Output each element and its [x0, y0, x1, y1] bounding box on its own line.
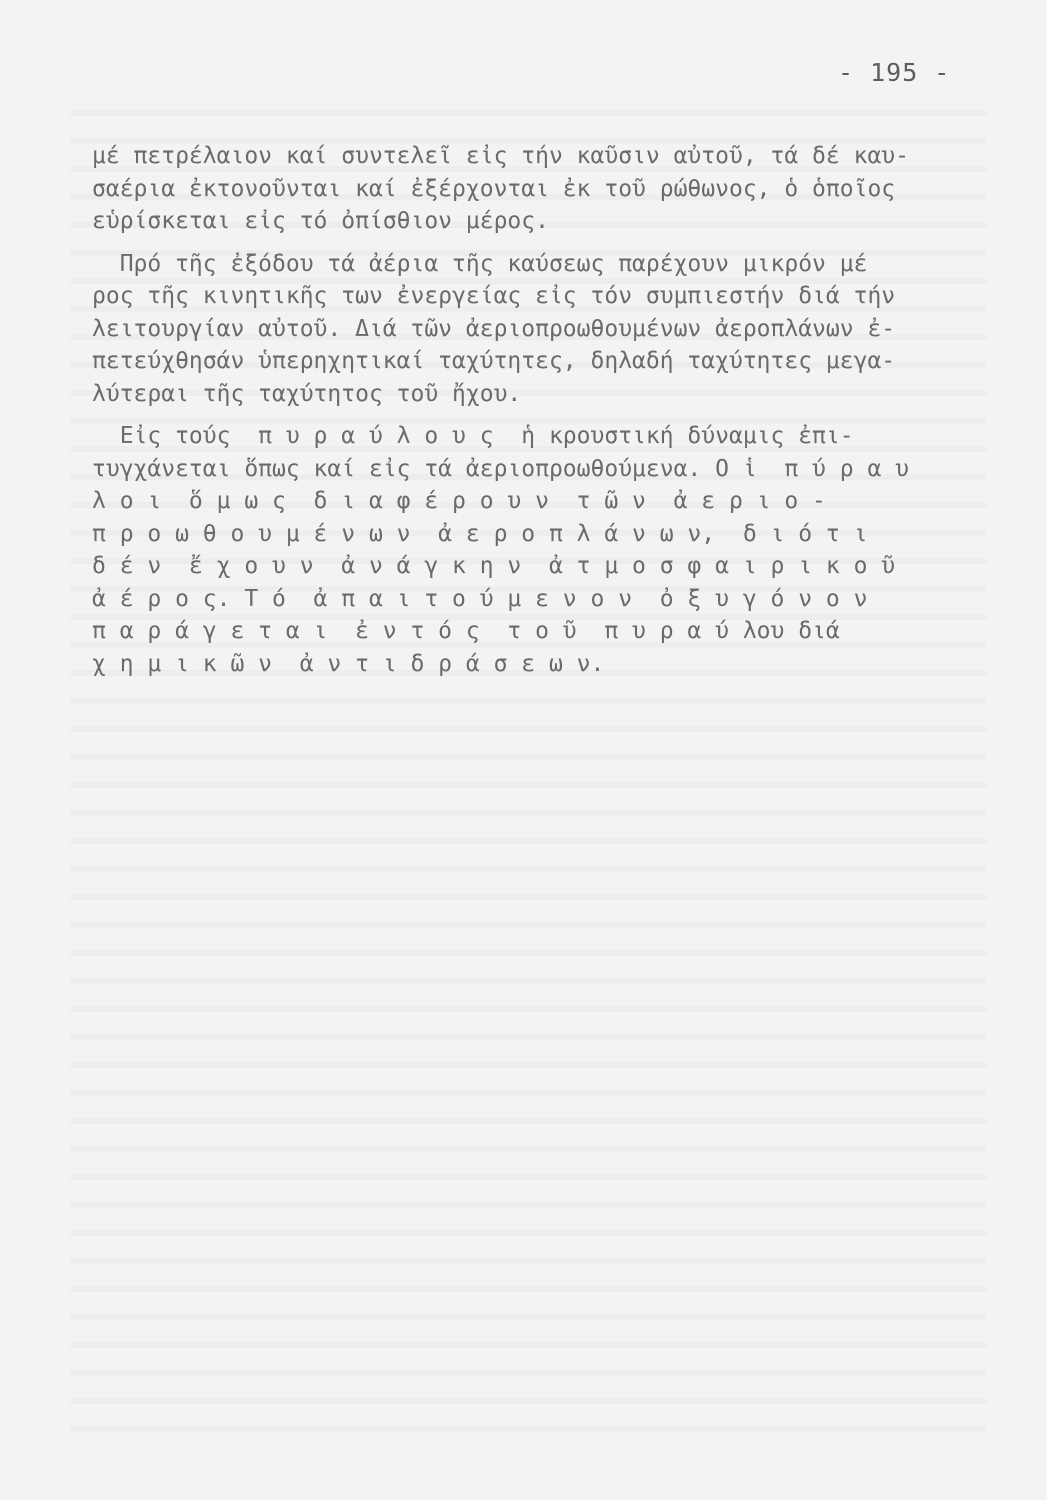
text-line: ἀ έ ρ ο ς. Τ ό ἀ π α ι τ ο ύ μ ε ν ο ν ὀ ξ υ γ ό ν ο ν: [92, 585, 868, 612]
text-line: ρος τῆς κινητικῆς των ἐνεργείας εἰς τόν συμπιεστήν διά τήν: [92, 283, 896, 309]
paragraph-1: [92, 140, 962, 238]
text-line: πετεύχθησάν ὑπερηχητικαί ταχύτητες, δηλαδή ταχύτητες μεγα-: [92, 348, 896, 374]
text-line: εὑρίσκεται εἰς τό ὀπίσθιον μέρος.: [92, 208, 549, 234]
body-text: [92, 140, 962, 680]
text-line: σαέρια ἐκτονοῦνται καί ἐξέρχονται ἐκ τοῦ ρώθωνος, ὁ ὁποῖος: [92, 175, 896, 202]
text-line: λύτεραι τῆς ταχύτητος τοῦ ἤχου.: [92, 380, 522, 407]
text-line: λειτουργίαν αὐτοῦ. Διά τῶν ἀεριοπροωθουμένων ἀεροπλάνων ἐ-: [92, 315, 896, 342]
paragraph-3: [92, 420, 962, 680]
text-line: χ η μ ι κ ῶ ν ἀ ν τ ι δ ρ ά σ ε ω ν.: [92, 650, 605, 677]
page-number: - 195 -: [838, 58, 951, 87]
text-line: τυγχάνεται ὅπως καί εἰς τά ἀεριοπροωθούμενα. Ο ἱ π ύ ρ α υ: [92, 455, 909, 482]
text-line: λ ο ι ὅ μ ω ς δ ι α φ έ ρ ο υ ν τ ῶ ν ἀ ε ρ ι ο -: [92, 488, 826, 514]
text-line: μέ πετρέλαιον καί συντελεῖ εἰς τήν καῦσιν αὐτοῦ, τά δέ καυ-: [92, 143, 909, 169]
text-line: π α ρ ά γ ε τ α ι ἐ ν τ ό ς τ ο ῦ π υ ρ α ύ λου διά: [92, 618, 840, 644]
paragraph-2: [92, 248, 962, 411]
text-line: π ρ ο ω θ ο υ μ έ ν ω ν ἀ ε ρ ο π λ ά ν ω ν, δ ι ό τ ι: [92, 520, 868, 547]
text-line: Εἰς τούς π υ ρ α ύ λ ο υ ς ἡ κρουστική δύναμις ἐπι-: [92, 423, 854, 449]
text-line: Πρό τῆς ἐξόδου τά ἀέρια τῆς καύσεως παρέχουν μικρόν μέ: [92, 250, 868, 277]
text-line: δ έ ν ἔ χ ο υ ν ἀ ν ά γ κ η ν ἀ τ μ ο σ φ α ι ρ ι κ ο ῦ: [92, 553, 896, 579]
